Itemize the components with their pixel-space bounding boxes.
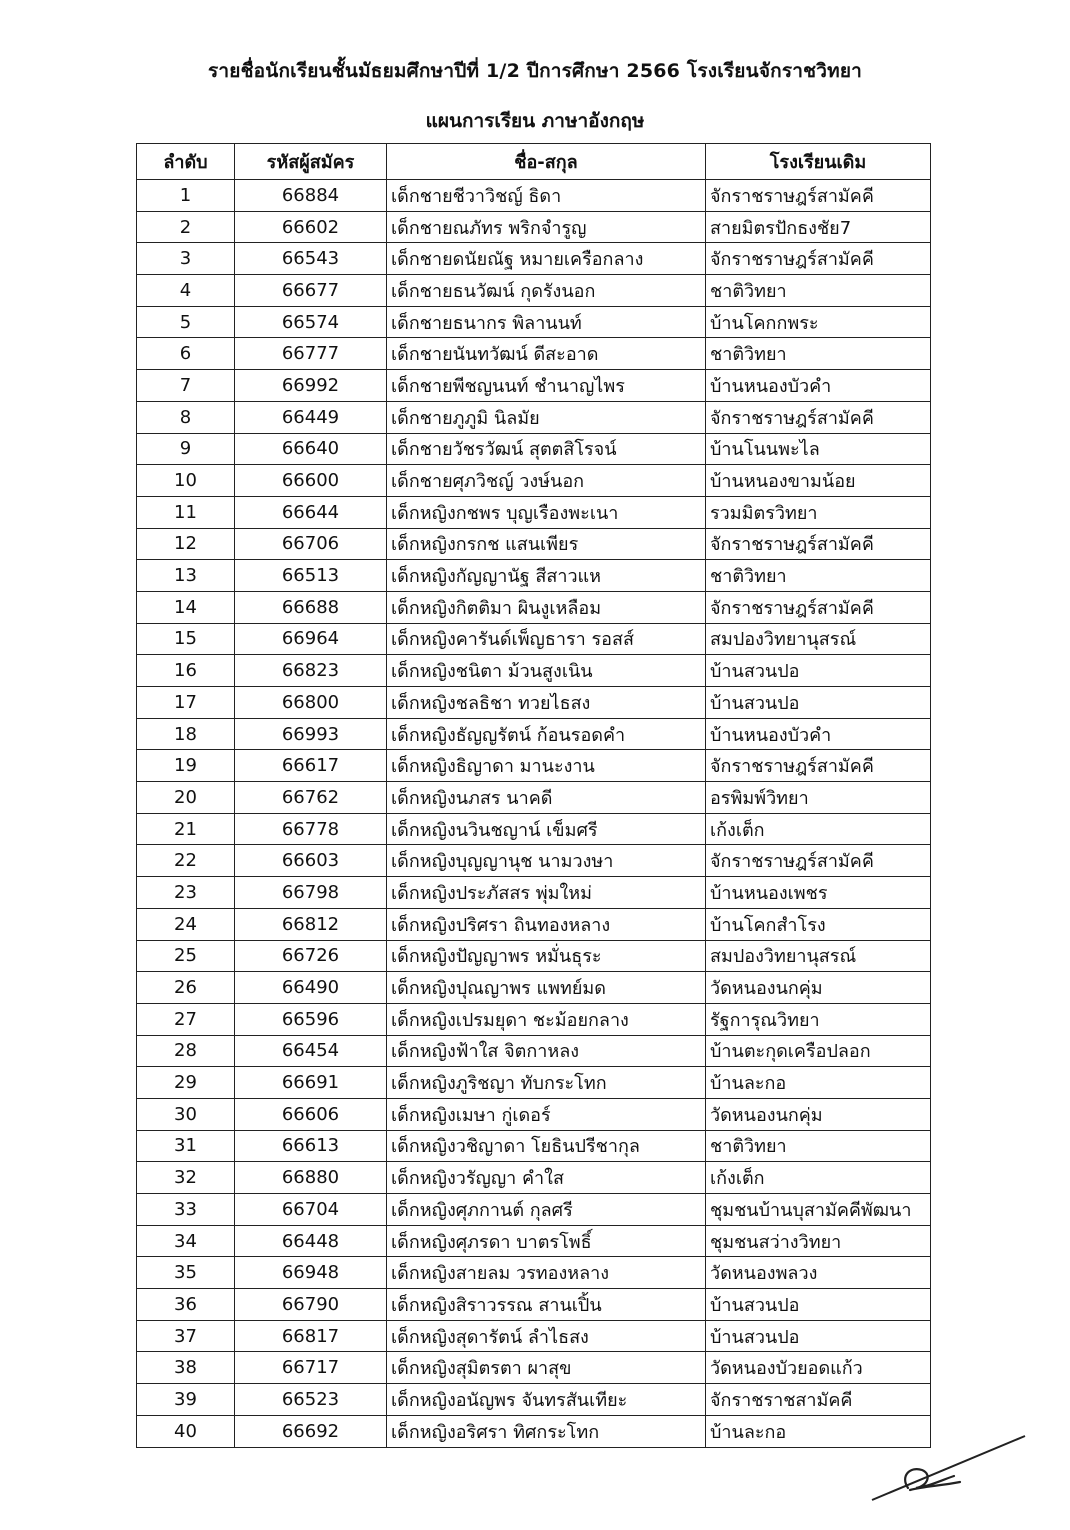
cell-applicant-id: 66704 (235, 1194, 387, 1226)
table-row (137, 433, 931, 465)
table-row (137, 940, 931, 972)
cell-full-name: เด็กหญิงศุภกานต์ กุลศรี (387, 1194, 706, 1226)
cell-order: 8 (137, 401, 235, 433)
cell-applicant-id: 66574 (235, 306, 387, 338)
header-applicant-id: รหัสผู้สมัคร (235, 144, 387, 180)
cell-order: 15 (137, 623, 235, 655)
cell-applicant-id: 66454 (235, 1035, 387, 1067)
table-row (137, 211, 931, 243)
cell-order: 14 (137, 591, 235, 623)
page-subtitle: แผนการเรียน ภาษาอังกฤษ (425, 110, 645, 132)
cell-order: 17 (137, 687, 235, 719)
cell-order: 33 (137, 1194, 235, 1226)
cell-previous-school: รัฐการุณวิทยา (706, 1003, 931, 1035)
cell-order: 4 (137, 275, 235, 307)
cell-full-name: เด็กหญิงเมษา กู่เดอร์ (387, 1098, 706, 1130)
table-row (137, 782, 931, 814)
cell-full-name: เด็กหญิงกิตติมา ผินงูเหลือม (387, 591, 706, 623)
cell-previous-school: บ้านหนองขามน้อย (706, 465, 931, 497)
cell-order: 36 (137, 1289, 235, 1321)
table-row (137, 275, 931, 307)
cell-previous-school: สมปองวิทยานุสรณ์ (706, 623, 931, 655)
table-body (137, 180, 931, 1448)
handwritten-signature (870, 1428, 1030, 1503)
table-row (137, 243, 931, 275)
cell-applicant-id: 66640 (235, 433, 387, 465)
cell-applicant-id: 66602 (235, 211, 387, 243)
cell-order: 18 (137, 718, 235, 750)
cell-previous-school: จักราชราษฎร์สามัคคี (706, 180, 931, 212)
cell-previous-school: บ้านสวนปอ (706, 1320, 931, 1352)
table-header-row (137, 144, 931, 180)
cell-applicant-id: 66964 (235, 623, 387, 655)
cell-previous-school: ชาติวิทยา (706, 275, 931, 307)
page-title: รายชื่อนักเรียนชั้นมัธยมศึกษาปีที่ 1/2 ปีการศึกษา 2566 โรงเรียนจักราชวิทยา (207, 60, 863, 82)
cell-full-name: เด็กชายวัชรวัฒน์ สุตตสิโรจน์ (387, 433, 706, 465)
table-row (137, 972, 931, 1004)
cell-previous-school: บ้านโคกกพระ (706, 306, 931, 338)
cell-previous-school: จักราชราษฎร์สามัคคี (706, 401, 931, 433)
table-row (137, 465, 931, 497)
cell-previous-school: จักราชราชสามัคคี (706, 1384, 931, 1416)
table-row (137, 1225, 931, 1257)
cell-order: 26 (137, 972, 235, 1004)
cell-order: 25 (137, 940, 235, 972)
table-row (137, 845, 931, 877)
cell-full-name: เด็กชายพีชญนนท์ ชำนาญไพร (387, 370, 706, 402)
cell-applicant-id: 66596 (235, 1003, 387, 1035)
cell-order: 6 (137, 338, 235, 370)
table-row (137, 1415, 931, 1447)
cell-full-name: เด็กชายดนัยณัฐ หมายเครือกลาง (387, 243, 706, 275)
cell-previous-school: จักราชราษฎร์สามัคคี (706, 528, 931, 560)
cell-order: 35 (137, 1257, 235, 1289)
table-row (137, 1162, 931, 1194)
cell-full-name: เด็กหญิงชลธิชา ทวยไธสง (387, 687, 706, 719)
cell-full-name: เด็กชายณภัทร พริกจำรูญ (387, 211, 706, 243)
cell-full-name: เด็กหญิงธัญญรัตน์ ก้อนรอดคำ (387, 718, 706, 750)
cell-order: 1 (137, 180, 235, 212)
cell-applicant-id: 66692 (235, 1415, 387, 1447)
cell-order: 31 (137, 1130, 235, 1162)
table-row (137, 180, 931, 212)
cell-applicant-id: 66884 (235, 180, 387, 212)
cell-order: 39 (137, 1384, 235, 1416)
cell-applicant-id: 66777 (235, 338, 387, 370)
cell-order: 12 (137, 528, 235, 560)
cell-previous-school: จักราชราษฎร์สามัคคี (706, 591, 931, 623)
cell-full-name: เด็กหญิงปริศรา ถินทองหลาง (387, 908, 706, 940)
table-row (137, 1289, 931, 1321)
cell-previous-school: ชุมชนสว่างวิทยา (706, 1225, 931, 1257)
cell-order: 38 (137, 1352, 235, 1384)
cell-previous-school: สมปองวิทยานุสรณ์ (706, 940, 931, 972)
cell-previous-school: วัดหนองพลวง (706, 1257, 931, 1289)
cell-applicant-id: 66717 (235, 1352, 387, 1384)
cell-order: 16 (137, 655, 235, 687)
table-row (137, 1003, 931, 1035)
header-previous-school: โรงเรียนเดิม (706, 144, 931, 180)
cell-applicant-id: 66677 (235, 275, 387, 307)
cell-applicant-id: 66613 (235, 1130, 387, 1162)
cell-previous-school: บ้านหนองบัวคำ (706, 718, 931, 750)
cell-full-name: เด็กหญิงชนิตา ม้วนสูงเนิน (387, 655, 706, 687)
cell-full-name: เด็กหญิงฟ้าใส จิตกาหลง (387, 1035, 706, 1067)
cell-applicant-id: 66778 (235, 813, 387, 845)
cell-applicant-id: 66490 (235, 972, 387, 1004)
cell-full-name: เด็กชายชีวาวิชญ์ ธิดา (387, 180, 706, 212)
cell-order: 9 (137, 433, 235, 465)
table-row (137, 877, 931, 909)
table-row (137, 687, 931, 719)
cell-applicant-id: 66762 (235, 782, 387, 814)
cell-order: 3 (137, 243, 235, 275)
cell-full-name: เด็กหญิงนวินชญาน์ เข็มศรี (387, 813, 706, 845)
cell-full-name: เด็กหญิงบุญญานุช นามวงษา (387, 845, 706, 877)
cell-full-name: เด็กหญิงศุภรดา บาตรโพธิ์ (387, 1225, 706, 1257)
table-row (137, 560, 931, 592)
cell-full-name: เด็กหญิงกรกช แสนเพียร (387, 528, 706, 560)
table-row (137, 655, 931, 687)
cell-previous-school: จักราชราษฎร์สามัคคี (706, 750, 931, 782)
header-order: ลำดับ (137, 144, 235, 180)
cell-full-name: เด็กชายภูภูมิ นิลมัย (387, 401, 706, 433)
cell-applicant-id: 66448 (235, 1225, 387, 1257)
table-row (137, 1067, 931, 1099)
cell-order: 21 (137, 813, 235, 845)
table-row (137, 908, 931, 940)
cell-full-name: เด็กหญิงกัญญานัฐ สีสาวแห (387, 560, 706, 592)
table-row (137, 591, 931, 623)
cell-previous-school: บ้านสวนปอ (706, 1289, 931, 1321)
cell-applicant-id: 66880 (235, 1162, 387, 1194)
cell-previous-school: เก้งเต็ก (706, 813, 931, 845)
cell-applicant-id: 66600 (235, 465, 387, 497)
table-row (137, 528, 931, 560)
cell-order: 13 (137, 560, 235, 592)
cell-order: 23 (137, 877, 235, 909)
cell-applicant-id: 66790 (235, 1289, 387, 1321)
cell-applicant-id: 66706 (235, 528, 387, 560)
cell-previous-school: รวมมิตรวิทยา (706, 496, 931, 528)
cell-previous-school: สายมิตรปักธงชัย7 (706, 211, 931, 243)
cell-full-name: เด็กหญิงสุดารัตน์ ลำไธสง (387, 1320, 706, 1352)
cell-previous-school: จักราชราษฎร์สามัคคี (706, 845, 931, 877)
cell-order: 22 (137, 845, 235, 877)
cell-previous-school: วัดหนองบัวยอดแก้ว (706, 1352, 931, 1384)
table-row (137, 1130, 931, 1162)
cell-full-name: เด็กชายศุภวิชญ์ วงษ์นอก (387, 465, 706, 497)
cell-applicant-id: 66688 (235, 591, 387, 623)
table-row (137, 1035, 931, 1067)
cell-previous-school: วัดหนองนกคุ่ม (706, 972, 931, 1004)
cell-applicant-id: 66513 (235, 560, 387, 592)
cell-order: 19 (137, 750, 235, 782)
cell-previous-school: ชาติวิทยา (706, 560, 931, 592)
cell-applicant-id: 66726 (235, 940, 387, 972)
cell-applicant-id: 66992 (235, 370, 387, 402)
cell-full-name: เด็กหญิงปัญญาพร หมั่นธุระ (387, 940, 706, 972)
cell-order: 5 (137, 306, 235, 338)
cell-full-name: เด็กหญิงภูริชญา ทับกระโทก (387, 1067, 706, 1099)
cell-order: 40 (137, 1415, 235, 1447)
cell-previous-school: บ้านสวนปอ (706, 655, 931, 687)
table-row (137, 1320, 931, 1352)
cell-previous-school: บ้านสวนปอ (706, 687, 931, 719)
cell-order: 28 (137, 1035, 235, 1067)
cell-full-name: เด็กหญิงกชพร บุญเรืองพะเนา (387, 496, 706, 528)
cell-previous-school: บ้านหนองเพชร (706, 877, 931, 909)
cell-previous-school: บ้านละกอ (706, 1415, 931, 1447)
student-roster-table (136, 143, 931, 1448)
cell-previous-school: ชุมชนบ้านบุสามัคคีพัฒนา (706, 1194, 931, 1226)
cell-order: 30 (137, 1098, 235, 1130)
cell-previous-school: จักราชราษฎร์สามัคคี (706, 243, 931, 275)
cell-applicant-id: 66798 (235, 877, 387, 909)
header-full-name: ชื่อ-สกุล (387, 144, 706, 180)
cell-full-name: เด็กหญิงสิราวรรณ สานเปิ้น (387, 1289, 706, 1321)
cell-full-name: เด็กชายธนวัฒน์ กุดรังนอก (387, 275, 706, 307)
cell-order: 34 (137, 1225, 235, 1257)
cell-applicant-id: 66644 (235, 496, 387, 528)
cell-applicant-id: 66823 (235, 655, 387, 687)
cell-order: 2 (137, 211, 235, 243)
cell-applicant-id: 66543 (235, 243, 387, 275)
cell-applicant-id: 66800 (235, 687, 387, 719)
cell-previous-school: ชาติวิทยา (706, 1130, 931, 1162)
cell-applicant-id: 66617 (235, 750, 387, 782)
cell-order: 20 (137, 782, 235, 814)
table-row (137, 1384, 931, 1416)
cell-full-name: เด็กหญิงสายลม วรทองหลาง (387, 1257, 706, 1289)
table-row (137, 401, 931, 433)
cell-applicant-id: 66948 (235, 1257, 387, 1289)
table-row (137, 306, 931, 338)
table-row (137, 750, 931, 782)
cell-applicant-id: 66449 (235, 401, 387, 433)
table-row (137, 338, 931, 370)
table-row (137, 1257, 931, 1289)
cell-order: 27 (137, 1003, 235, 1035)
cell-full-name: เด็กหญิงประภัสสร พุ่มใหม่ (387, 877, 706, 909)
table-row (137, 813, 931, 845)
table-row (137, 1352, 931, 1384)
cell-previous-school: บ้านตะกุดเครือปลอก (706, 1035, 931, 1067)
cell-order: 29 (137, 1067, 235, 1099)
table-row (137, 496, 931, 528)
cell-applicant-id: 66993 (235, 718, 387, 750)
cell-order: 37 (137, 1320, 235, 1352)
cell-order: 10 (137, 465, 235, 497)
cell-previous-school: วัดหนองนกคุ่ม (706, 1098, 931, 1130)
cell-full-name: เด็กหญิงสุมิตรตา ผาสุข (387, 1352, 706, 1384)
cell-full-name: เด็กหญิงอริศรา ทิศกระโทก (387, 1415, 706, 1447)
cell-previous-school: บ้านโคกสำโรง (706, 908, 931, 940)
cell-full-name: เด็กหญิงวชิญาดา โยธินปรีชากุล (387, 1130, 706, 1162)
cell-applicant-id: 66523 (235, 1384, 387, 1416)
cell-full-name: เด็กหญิงนภสร นาคดี (387, 782, 706, 814)
cell-order: 7 (137, 370, 235, 402)
cell-applicant-id: 66817 (235, 1320, 387, 1352)
table-row (137, 370, 931, 402)
table-row (137, 1194, 931, 1226)
cell-order: 24 (137, 908, 235, 940)
table-row (137, 1098, 931, 1130)
cell-full-name: เด็กชายนันทวัฒน์ ดีสะอาด (387, 338, 706, 370)
table-row (137, 718, 931, 750)
cell-order: 32 (137, 1162, 235, 1194)
cell-order: 11 (137, 496, 235, 528)
cell-full-name: เด็กหญิงเปรมยุดา ชะม้อยกลาง (387, 1003, 706, 1035)
cell-full-name: เด็กหญิงปุณญาพร แพทย์มด (387, 972, 706, 1004)
cell-full-name: เด็กหญิงธิญาดา มานะงาน (387, 750, 706, 782)
cell-previous-school: อรพิมพ์วิทยา (706, 782, 931, 814)
cell-full-name: เด็กหญิงคารันด์เพ็ญธารา รอสส์ (387, 623, 706, 655)
cell-previous-school: บ้านละกอ (706, 1067, 931, 1099)
cell-applicant-id: 66603 (235, 845, 387, 877)
cell-applicant-id: 66812 (235, 908, 387, 940)
cell-previous-school: ชาติวิทยา (706, 338, 931, 370)
cell-full-name: เด็กชายธนากร พิลานนท์ (387, 306, 706, 338)
table-row (137, 623, 931, 655)
cell-previous-school: บ้านโนนพะไล (706, 433, 931, 465)
cell-previous-school: บ้านหนองบัวคำ (706, 370, 931, 402)
cell-full-name: เด็กหญิงวรัญญา คำใส (387, 1162, 706, 1194)
cell-applicant-id: 66691 (235, 1067, 387, 1099)
cell-applicant-id: 66606 (235, 1098, 387, 1130)
cell-full-name: เด็กหญิงอนัญพร จันทรสันเทียะ (387, 1384, 706, 1416)
cell-previous-school: เก้งเต็ก (706, 1162, 931, 1194)
